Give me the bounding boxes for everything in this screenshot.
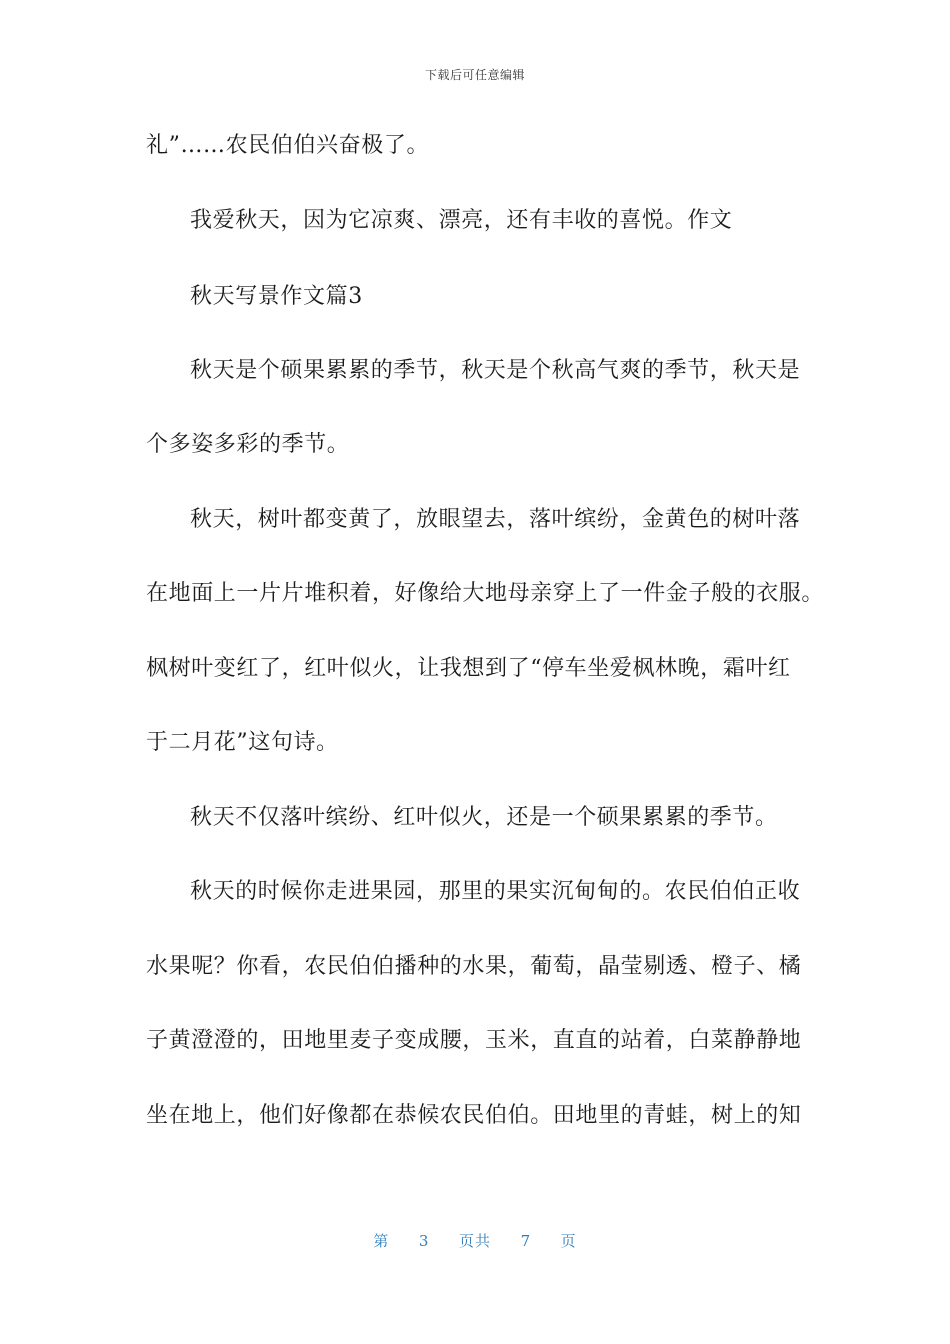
body-line: 秋天不仅落叶缤纷、红叶似火，还是一个硕果累累的季节。 (190, 805, 778, 830)
section-heading: 秋天写景作文篇3 (190, 284, 363, 309)
page-header: 下载后可任意编辑 (424, 68, 525, 82)
total-pages-number: 7 (520, 1232, 532, 1250)
body-line: 于二月花”这句诗。 (146, 730, 339, 755)
footer-label-page-of: 页共 (458, 1232, 491, 1250)
body-line: 枫树叶变红了，红叶似火，让我想到了“停车坐爱枫林晚，霜叶红 (146, 656, 791, 681)
body-line: 水果呢？你看，农民伯伯播种的水果，葡萄，晶莹剔透、橙子、橘 (146, 954, 802, 979)
page-footer (0, 1230, 950, 1251)
body-line: 秋天的时候你走进果园，那里的果实沉甸甸的。农民伯伯正收 (190, 879, 801, 904)
body-line: 秋天是个硕果累累的季节，秋天是个秋高气爽的季节，秋天是 (190, 358, 801, 383)
current-page-number: 3 (418, 1232, 430, 1250)
body-line: 我爱秋天，因为它凉爽、漂亮，还有丰收的喜悦。作文 (190, 208, 733, 233)
footer-label-page: 第 (373, 1232, 390, 1250)
footer-label-page-end: 页 (560, 1232, 577, 1250)
body-line: 子黄澄澄的，田地里麦子变成腰，玉米，直直的站着，白菜静静地 (146, 1028, 802, 1053)
body-line: 在地面上一片片堆积着，好像给大地母亲穿上了一件金子般的衣服。 (146, 581, 825, 606)
body-line: 坐在地上，他们好像都在恭候农民伯伯。田地里的青蛙，树上的知 (146, 1103, 802, 1128)
body-line: 个多姿多彩的季节。 (146, 432, 350, 457)
body-line: 礼”……农民伯伯兴奋极了。 (146, 133, 430, 158)
body-line: 秋天，树叶都变黄了，放眼望去，落叶缤纷，金黄色的树叶落 (190, 507, 801, 532)
